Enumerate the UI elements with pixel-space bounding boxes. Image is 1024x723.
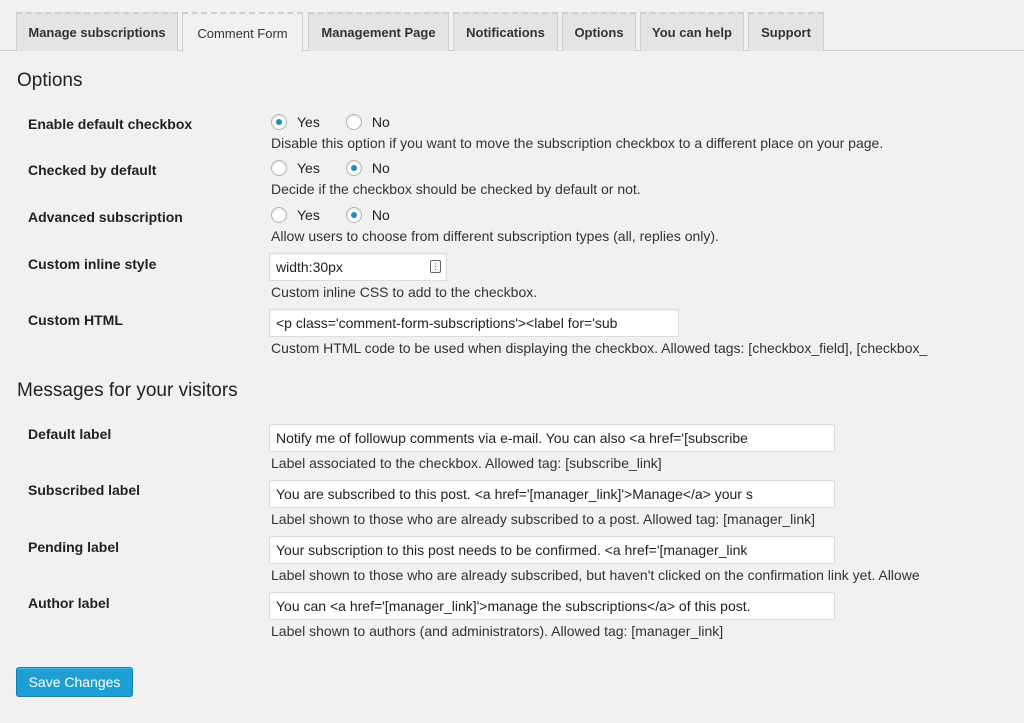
custom-html-input[interactable] — [269, 309, 679, 337]
input-helper-icon[interactable]: ⋮ — [431, 262, 440, 271]
tab-notifications[interactable]: Notifications — [453, 12, 558, 51]
radio-unchecked-icon[interactable] — [271, 207, 287, 223]
tab-management-page[interactable]: Management Page — [308, 12, 449, 51]
tab-comment-form[interactable]: Comment Form — [182, 12, 303, 52]
enable-default-checkbox-no-option[interactable] — [346, 114, 390, 130]
subscribed-label-input[interactable] — [269, 480, 835, 508]
checked-by-default-no-option[interactable] — [346, 160, 390, 176]
radio-unchecked-icon[interactable] — [271, 160, 287, 176]
options-section-title: Options — [17, 70, 83, 91]
advanced-subscription-label: Advanced subscription — [28, 209, 183, 225]
subscribed-label-label: Subscribed label — [28, 482, 141, 498]
tab-manage-subscriptions[interactable]: Manage subscriptions — [16, 12, 178, 51]
custom-html-description: Custom HTML code to be used when displaying the checkbox. Allowed tags: [checkbox_field], [checkbox_ — [271, 340, 928, 356]
tab-support[interactable]: Support — [748, 12, 824, 51]
radio-yes-label: Yes — [297, 160, 320, 176]
radio-no-label: No — [371, 114, 390, 130]
author-label-input[interactable] — [269, 592, 835, 620]
tab-bar — [0, 0, 1024, 51]
enable-default-checkbox-radio-group — [271, 114, 416, 130]
enable-default-checkbox-description: Disable this option if you want to move the subscription checkbox to a different place on your page. — [271, 135, 884, 151]
custom-inline-style-input[interactable] — [269, 253, 447, 281]
author-label-description: Label shown to authors (and administrators). Allowed tag: [manager_link] — [271, 623, 724, 639]
default-label-label: Default label — [28, 426, 112, 442]
radio-yes-label: Yes — [297, 114, 320, 130]
custom-html-label: Custom HTML — [28, 312, 123, 328]
default-label-input[interactable] — [269, 424, 835, 452]
checked-by-default-yes-option[interactable] — [271, 160, 320, 176]
advanced-subscription-yes-option[interactable] — [271, 207, 320, 223]
radio-checked-icon[interactable] — [346, 160, 362, 176]
advanced-subscription-description: Allow users to choose from different subscription types (all, replies only). — [271, 228, 719, 244]
enable-default-checkbox-yes-option[interactable] — [271, 114, 320, 130]
custom-inline-style-description: Custom inline CSS to add to the checkbox. — [271, 284, 538, 300]
radio-no-label: No — [371, 160, 390, 176]
tab-options[interactable]: Options — [562, 12, 636, 51]
default-label-description: Label associated to the checkbox. Allowed tag: [subscribe_link] — [271, 455, 662, 471]
custom-inline-style-field-wrap — [269, 253, 447, 281]
pending-label-input[interactable] — [269, 536, 835, 564]
save-changes-button[interactable]: Save Changes — [16, 667, 133, 697]
subscribed-label-description: Label shown to those who are already subscribed to a post. Allowed tag: [manager_link] — [271, 511, 815, 527]
radio-yes-label: Yes — [297, 207, 320, 223]
radio-checked-icon[interactable] — [346, 207, 362, 223]
checked-by-default-description: Decide if the checkbox should be checked by default or not. — [271, 181, 641, 197]
advanced-subscription-radio-group — [271, 207, 416, 223]
enable-default-checkbox-label: Enable default checkbox — [28, 116, 193, 132]
author-label-label: Author label — [28, 595, 110, 611]
radio-unchecked-icon[interactable] — [346, 114, 362, 130]
tab-you-can-help[interactable]: You can help — [640, 12, 744, 51]
pending-label-description: Label shown to those who are already subscribed, but haven't clicked on the confirmation link yet. Allowe — [271, 567, 920, 583]
checked-by-default-radio-group — [271, 160, 416, 176]
checked-by-default-label: Checked by default — [28, 162, 157, 178]
radio-no-label: No — [371, 207, 390, 223]
custom-inline-style-label: Custom inline style — [28, 256, 157, 272]
pending-label-label: Pending label — [28, 539, 120, 555]
messages-section-title: Messages for your visitors — [17, 380, 238, 401]
radio-checked-icon[interactable] — [271, 114, 287, 130]
advanced-subscription-no-option[interactable] — [346, 207, 390, 223]
